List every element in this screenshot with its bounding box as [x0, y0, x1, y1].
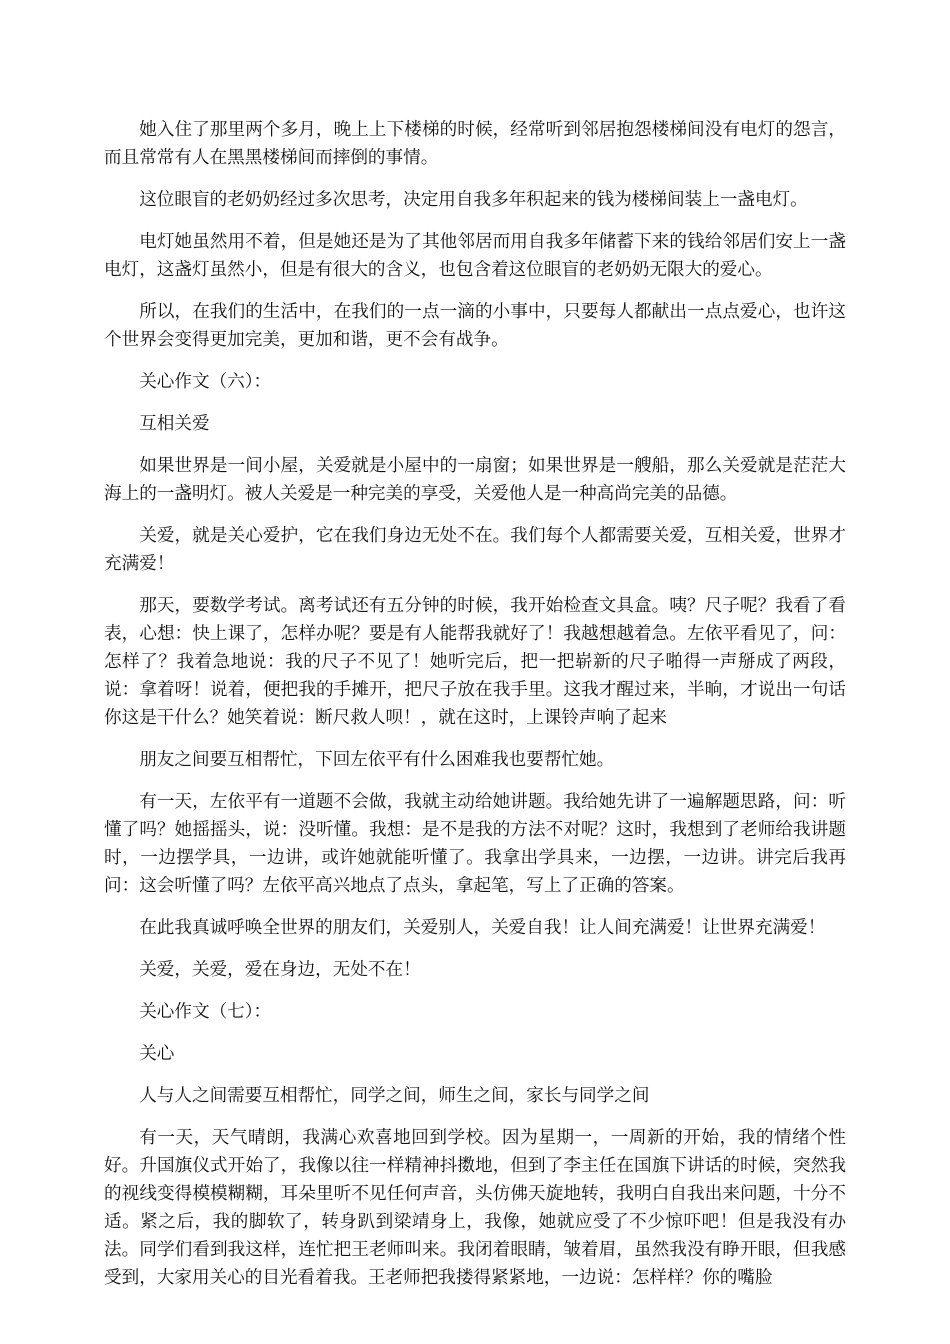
paragraph: 关爱，关爱，爱在身边，无处不在！ — [139, 960, 421, 980]
paragraph: 所以，在我们的生活中，在我们的一点一滴的小事中，只要每人都献出一点点爱心，也许这个世界会变得更加完美，更加和谐，更不会有战争。 — [104, 302, 846, 350]
paragraph: 这位眼盲的老奶奶经过多次思考，决定用自我多年积起来的钱为楼梯间装上一盏电灯。 — [139, 190, 808, 210]
paragraph: 在此我真诚呼唤全世界的朋友们，关爱别人，关爱自我！让人间充满爱！让世界充满爱！ — [139, 918, 826, 938]
paragraph: 电灯她虽然用不着，但是她还是为了其他邻居而用自我多年储蓄下来的钱给邻居们安上一盏电灯，这盏灯虽然小，但是有很大的含义，也包含着这位眼盲的老奶奶无限大的爱心。 — [104, 232, 846, 280]
essay-title: 互相关爱 — [139, 414, 210, 434]
essay-title: 关心 — [139, 1044, 175, 1064]
paragraph: 有一天，左依平有一道题不会做，我就主动给她讲题。我给她先讲了一遍解题思路，问：听懂了吗？她摇摇头，说：没听懂。我想：是不是我的方法不对呢？这时，我想到了老师给我讲题时，一边摆学具，一边讲，或许她就能听懂了。我拿出学具来，一边摆，一边讲。讲完后我再问：这会听懂了吗？左依平高兴地点了点头，拿起笔，写上了正确的答案。 — [104, 792, 846, 896]
paragraph: 有一天，天气晴朗，我满心欢喜地回到学校。因为星期一，一周新的开始，我的情绪个性好。升国旗仪式开始了，我像以往一样精神抖擞地，但到了李主任在国旗下讲话的时候，突然我的视线变得模模糊糊，耳朵里听不见任何声音，头仿佛天旋地转，我明白自我出来问题，十分不适。紧之后，我的脚软了，转身趴到梁靖身上，我像，她就应受了不少惊吓吧！但是我没有办法。同学们看到我这样，连忙把王老师叫来。我闭着眼睛，皱着眉，虽然我没有睁开眼，但我感受到，大家用关心的目光看着我。王老师把我搂得紧紧地，一边说：怎样样？你的嘴脸 — [104, 1128, 846, 1288]
document-page — [104, 116, 846, 1306]
section-heading: 关心作文（六）： — [139, 372, 272, 392]
paragraph: 关爱，就是关心爱护，它在我们身边无处不在。我们每个人都需要关爱，互相关爱，世界才充满爱！ — [104, 526, 846, 574]
paragraph: 人与人之间需要互相帮忙，同学之间，师生之间，家长与同学之间 — [139, 1086, 650, 1106]
paragraph: 那天，要数学考试。离考试还有五分钟的时候，我开始检查文具盒。咦？尺子呢？我看了看表，心想：快上课了，怎样办呢？要是有人能帮我就好了！我越想越着急。左依平看见了，问：怎样了？我着急地说：我的尺子不见了！她听完后，把一把崭新的尺子啪得一声掰成了两段，说：拿着呀！说着，便把我的手摊开，把尺子放在我手里。这我才醒过来，半晌，才说出一句话你这是干什么？她笑着说：断尺救人呗！，就在这时，上课铃声响了起来 — [104, 596, 846, 728]
section-heading: 关心作文（七）： — [139, 1002, 272, 1022]
paragraph: 她入住了那里两个多月，晚上上下楼梯的时候，经常听到邻居抱怨楼梯间没有电灯的怨言，而且常常有人在黑黑楼梯间而摔倒的事情。 — [104, 120, 846, 168]
paragraph: 朋友之间要互相帮忙，下回左依平有什么困难我也要帮忙她。 — [139, 750, 615, 770]
paragraph: 如果世界是一间小屋，关爱就是小屋中的一扇窗；如果世界是一艘船，那么关爱就是茫茫大海上的一盏明灯。被人关爱是一种完美的享受，关爱他人是一种高尚完美的品德。 — [104, 456, 846, 504]
